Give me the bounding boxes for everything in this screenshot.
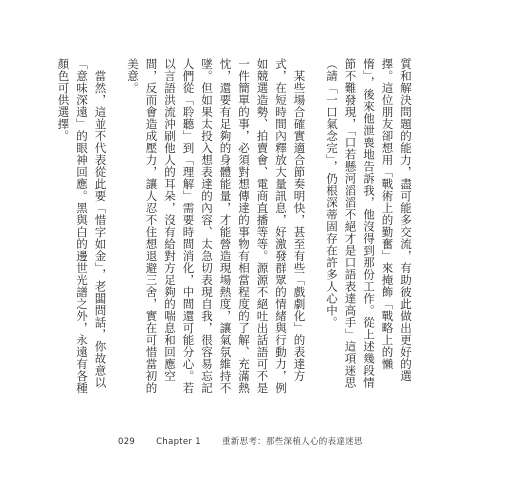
- paragraph-1: 質和解決問題的能力，盡可能多交流，有助彼此做出更好的選擇。這位朋友卻想用「戰術上的勤奮」來掩飾「戰略上的懶惰」，後來他泄喪地告訴我，他沒得到那份工作。從上述幾段情節不難發現，「口若懸河滔滔不絕才是口語表達高手」這項迷思（請「一口氣念完」，仍根深蒂固存在許多人心中。: [325, 58, 413, 389]
- page-footer: [118, 435, 381, 447]
- page-body: [56, 58, 415, 394]
- section-title: 重新思考：那些深植人心的表達迷思: [221, 437, 363, 447]
- chapter-label: Chapter 1: [156, 437, 201, 447]
- page-number: 029: [118, 437, 136, 447]
- paragraph-2: 某些場合確實適合節奏明快，甚至有些「戲劇化」的表達方式，在短時間內釋放大量訊息，好激發群眾的情緒與行動力，例如競選造勢、拍賣會、電商直播等等。源源不絕吐出話語可不是一件簡單的事，必須對想傳達的事物有相當程度的了解、充滿熱忱，還要有足夠的身體能量，才能營造現場熱度，讓氣氛維持不墜。但如果太投入想表達的內容、太急切表現自我，很容易忘記人們從「聆聽」到「理解」需要時間消化，中間還可能分心。若以言語洪流沖刷他人的耳朵，沒有給對方足夠的喘息和回應空間，反而會造成壓力，讓人忍不住想退避三舍，實在可惜當初的美意。: [126, 58, 307, 394]
- paragraph-3: 當然，這並不代表從此要「惜字如金」，老闆問話，你故意以「意味深遠」的眼神回應。黑與白的邊世光譜之外，永遠有各種顏色可供選擇。: [56, 58, 108, 394]
